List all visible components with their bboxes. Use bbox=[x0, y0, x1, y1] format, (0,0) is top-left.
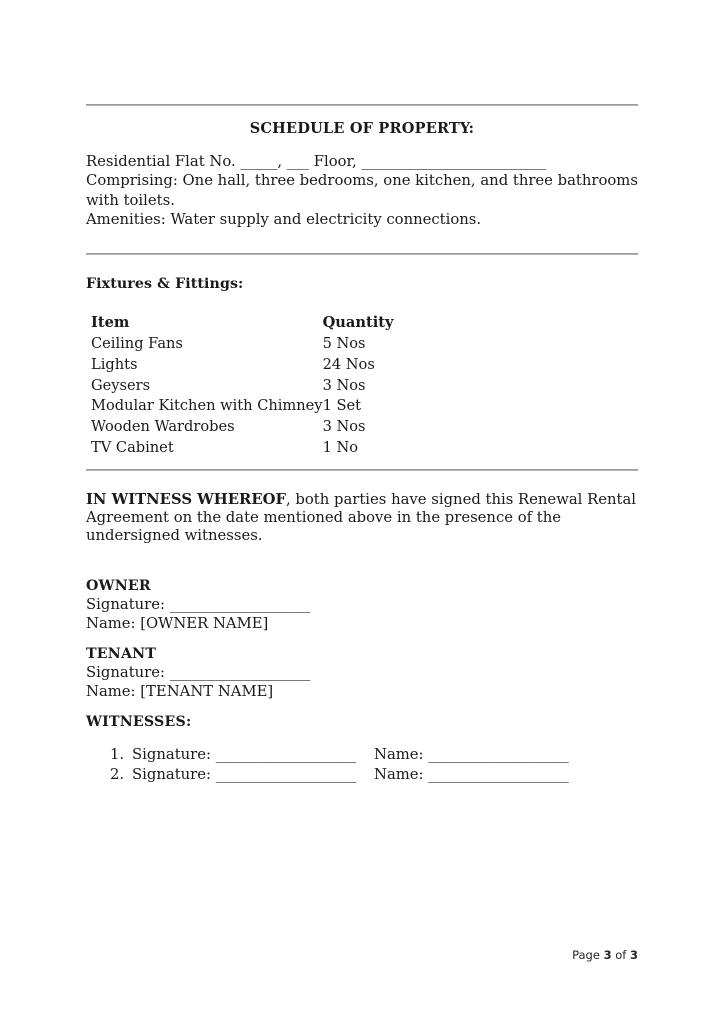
property-comprising-line: Comprising: One hall, three bedrooms, one kitchen, and three bathrooms bbox=[86, 172, 638, 190]
cell-item: Lights bbox=[91, 355, 138, 373]
property-description bbox=[86, 152, 642, 230]
property-amenities-line: Amenities: Water supply and electricity connections. bbox=[86, 211, 482, 229]
table-row bbox=[91, 417, 611, 438]
column-header-quantity: Quantity bbox=[322, 314, 394, 331]
owner-name-line: Name: [OWNER NAME] bbox=[86, 614, 269, 632]
cell-quantity: 24 Nos bbox=[322, 355, 375, 373]
cell-item: Wooden Wardrobes bbox=[91, 418, 235, 436]
witness-signature-line: Signature: ___________________ bbox=[132, 765, 357, 783]
tenant-signature-line: Signature: ___________________ bbox=[86, 664, 311, 681]
table-row bbox=[91, 355, 611, 376]
witness-signature-line: Signature: ___________________ bbox=[132, 746, 357, 763]
cell-quantity: 1 Set bbox=[322, 397, 361, 415]
cell-item: TV Cabinet bbox=[91, 438, 174, 456]
divider-middle bbox=[86, 253, 638, 255]
witness-clause-body: , both parties have signed this Renewal Rental Agreement on the date mentioned above in the presence of the undersigned witnesses. bbox=[86, 491, 637, 545]
footer-page-prefix: Page bbox=[572, 948, 604, 962]
cell-item: Geysers bbox=[91, 376, 151, 394]
signature-block-tenant bbox=[86, 645, 506, 701]
witness-name-line: Name: ___________________ bbox=[374, 765, 569, 783]
table-row bbox=[91, 396, 611, 417]
property-toilets-line: with toilets. bbox=[86, 191, 175, 209]
cell-quantity: 3 Nos bbox=[322, 376, 366, 394]
fixtures-table bbox=[91, 313, 611, 458]
cell-quantity: 5 Nos bbox=[322, 335, 366, 353]
cell-item: Ceiling Fans bbox=[91, 335, 183, 353]
list-item bbox=[110, 745, 630, 765]
column-header-item: Item bbox=[91, 314, 130, 331]
cell-quantity: 1 No bbox=[322, 438, 359, 456]
witness-number: 1. bbox=[110, 746, 125, 763]
page-title: SCHEDULE OF PROPERTY: bbox=[249, 120, 475, 137]
cell-quantity: 3 Nos bbox=[322, 418, 366, 436]
witness-clause bbox=[86, 491, 638, 546]
footer-total-pages: 3 bbox=[629, 948, 638, 962]
list-item bbox=[110, 765, 630, 785]
page-footer bbox=[86, 948, 638, 962]
table-row bbox=[91, 376, 611, 397]
table-row bbox=[91, 438, 611, 459]
footer-of-label: of bbox=[611, 948, 630, 962]
property-flat-line: Residential Flat No. _____, ___ Floor, _________________________ bbox=[86, 153, 547, 170]
tenant-name-line: Name: [TENANT NAME] bbox=[86, 682, 274, 700]
divider-bottom bbox=[86, 469, 638, 471]
tenant-role-label: TENANT bbox=[86, 646, 157, 662]
table-header-row bbox=[91, 313, 611, 334]
owner-signature-line: Signature: ___________________ bbox=[86, 596, 311, 613]
cell-item: Modular Kitchen with Chimney bbox=[91, 397, 323, 415]
witness-number: 2. bbox=[110, 765, 125, 783]
fixtures-table-body bbox=[91, 334, 611, 458]
footer-current-page: 3 bbox=[603, 948, 612, 962]
divider-top bbox=[86, 104, 638, 106]
owner-role-label: OWNER bbox=[86, 578, 151, 594]
witnesses-heading: WITNESSES: bbox=[86, 714, 192, 730]
witnesses-list bbox=[110, 745, 630, 784]
fixtures-heading: Fixtures & Fittings: bbox=[86, 276, 244, 292]
table-row bbox=[91, 334, 611, 355]
signature-block-owner bbox=[86, 577, 506, 633]
witness-clause-lead: IN WITNESS WHEREOF bbox=[86, 491, 286, 508]
witness-name-line: Name: ___________________ bbox=[374, 746, 569, 763]
